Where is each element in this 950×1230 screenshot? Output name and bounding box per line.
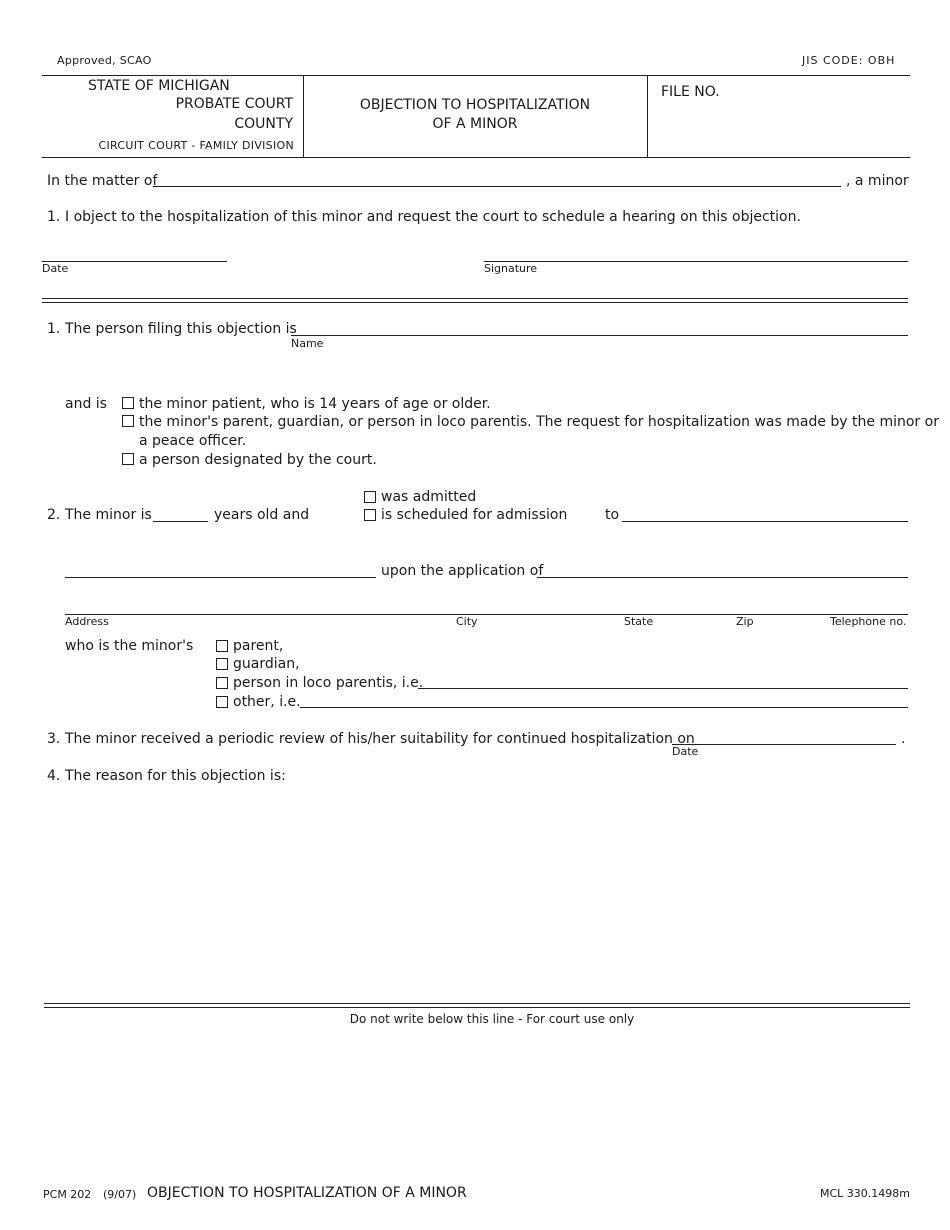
division-label: CIRCUIT COURT - FAMILY DIVISION [98, 139, 294, 152]
item2-number: 2. [47, 507, 61, 523]
matter-prefix: In the matter of [47, 173, 158, 189]
parent-guardian-option: the minor's parent, guardian, or person in loco parentis. The request for hospitalization was made by the minor or [139, 414, 939, 430]
filer-name-label: Name [291, 337, 324, 350]
address-label: Address [65, 615, 109, 628]
form-title-line2: OF A MINOR [432, 116, 518, 132]
minor-patient-checkbox[interactable] [122, 397, 134, 409]
jis-code: JIS CODE: OBH [802, 54, 896, 67]
footer-title: OBJECTION TO HOSPITALIZATION OF A MINOR [147, 1185, 467, 1201]
item1-text: The person filing this objection is [65, 321, 297, 337]
item3-period: . [901, 731, 906, 747]
probate-court-label: PROBATE COURT [175, 96, 293, 112]
file-no-field[interactable] [700, 100, 900, 140]
objection-text: I object to the hospitalization of this minor and request the court to schedule a hearing on this objection. [65, 209, 801, 225]
court-use-notice: Do not write below this line - For court use only [349, 1012, 635, 1026]
date-field[interactable] [42, 261, 227, 262]
item1-number: 1. [47, 321, 61, 337]
facility-field[interactable] [622, 521, 908, 522]
telephone-label: Telephone no. [830, 615, 907, 628]
form-title-line1: OBJECTION TO HOSPITALIZATION [359, 97, 591, 113]
item4-number: 4. [47, 768, 61, 784]
scheduled-option: is scheduled for admission [381, 507, 568, 523]
zip-label: Zip [736, 615, 754, 628]
relation-parent-option: parent, [233, 638, 284, 654]
relation-other-option: other, i.e. [233, 694, 301, 710]
and-is-label: and is [65, 396, 107, 412]
parent-guardian-checkbox[interactable] [122, 415, 134, 427]
filer-name-field[interactable] [291, 335, 908, 336]
parent-guardian-option-cont: a peace officer. [139, 433, 247, 449]
form-revision: (9/07) [103, 1188, 137, 1201]
court-designated-option: a person designated by the court. [139, 452, 377, 468]
item4-text: The reason for this objection is: [65, 768, 286, 784]
header-bottom-rule [42, 157, 910, 158]
upon-application-label: upon the application of [381, 563, 544, 579]
county-label: COUNTY [234, 116, 293, 132]
other-relation-field[interactable] [300, 707, 908, 708]
relation-loco-parentis-checkbox[interactable] [216, 677, 228, 689]
facility-continued-field[interactable] [65, 577, 376, 578]
form-id: PCM 202 [43, 1188, 92, 1201]
scheduled-checkbox[interactable] [364, 509, 376, 521]
state-label-addr: State [624, 615, 654, 628]
section-rule-2 [42, 302, 908, 303]
signature-field[interactable] [484, 261, 908, 262]
court-use-rule-2 [44, 1007, 910, 1008]
file-no-label: FILE NO. [661, 84, 720, 100]
loco-parentis-field[interactable] [418, 688, 908, 689]
relation-parent-checkbox[interactable] [216, 640, 228, 652]
to-label: to [605, 507, 620, 523]
relation-guardian-checkbox[interactable] [216, 658, 228, 670]
header-top-rule [42, 75, 910, 76]
was-admitted-checkbox[interactable] [364, 491, 376, 503]
item3-text: The minor received a periodic review of his/her suitability for continued hospitalization on [65, 731, 695, 747]
relation-other-checkbox[interactable] [216, 696, 228, 708]
who-is-label: who is the minor's [65, 638, 194, 654]
matter-suffix: , a minor [846, 173, 909, 189]
section-rule-1 [42, 298, 908, 299]
approved-label: Approved, SCAO [57, 54, 152, 67]
minor-patient-option: the minor patient, who is 14 years of age or older. [139, 396, 491, 412]
signature-label: Signature [484, 262, 538, 275]
relation-loco-parentis-option: person in loco parentis, i.e. [233, 675, 424, 691]
court-designated-checkbox[interactable] [122, 453, 134, 465]
minor-name-field[interactable] [153, 186, 841, 187]
header-divider-right [647, 75, 648, 157]
city-label: City [456, 615, 478, 628]
objection-number: 1. [47, 209, 61, 225]
date-label: Date [42, 262, 69, 275]
statute-reference: MCL 330.1498m [820, 1187, 910, 1200]
court-use-rule-1 [44, 1003, 910, 1004]
review-date-label: Date [672, 745, 699, 758]
state-label: STATE OF MICHIGAN [88, 78, 230, 94]
was-admitted-option: was admitted [381, 489, 477, 505]
age-field[interactable] [153, 521, 208, 522]
item3-number: 3. [47, 731, 61, 747]
item2-prefix: The minor is [65, 507, 152, 523]
applicant-address-field[interactable] [65, 614, 908, 615]
relation-guardian-option: guardian, [233, 656, 300, 672]
applicant-name-field[interactable] [537, 577, 908, 578]
reason-text-area[interactable] [65, 792, 908, 992]
years-old-label: years old and [214, 507, 310, 523]
review-date-field[interactable] [672, 744, 896, 745]
